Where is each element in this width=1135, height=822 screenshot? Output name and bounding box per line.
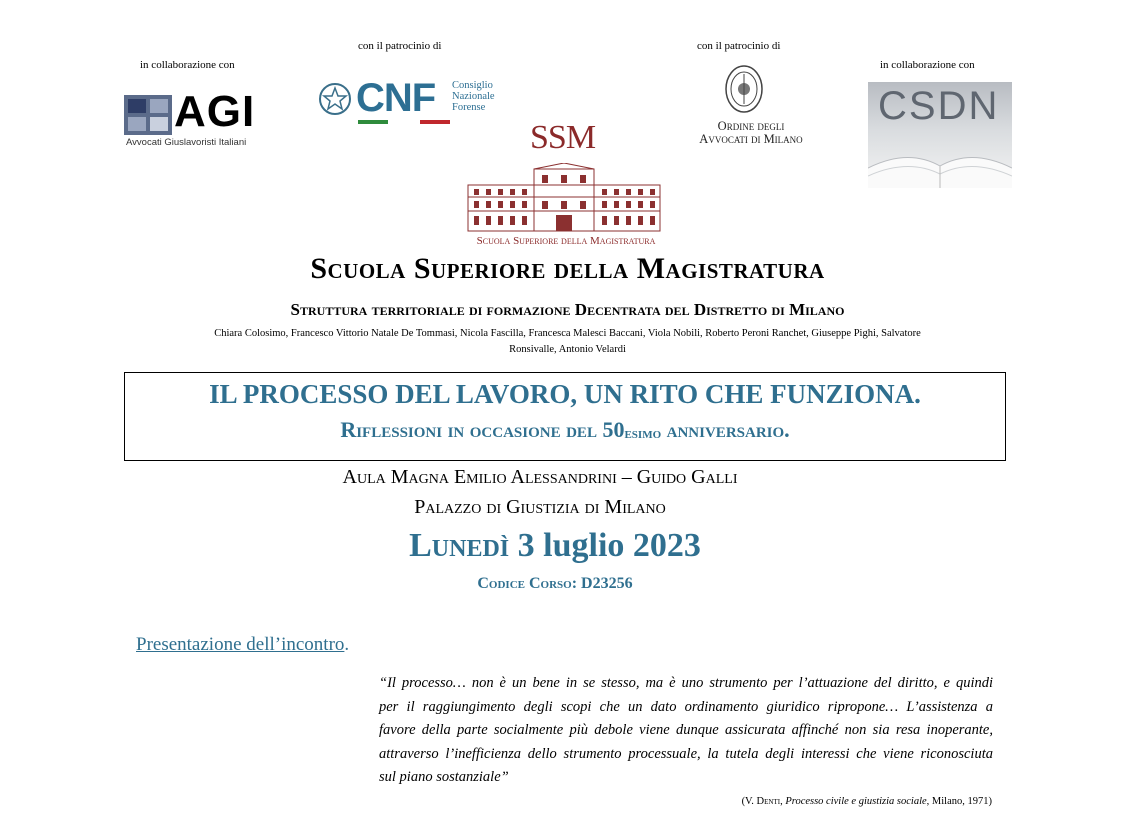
citation-title: Processo civile e giustizia sociale	[785, 796, 927, 807]
csdn-logo	[868, 82, 1012, 188]
committee-names	[100, 326, 1035, 358]
cnf-line2: Nazionale	[452, 91, 495, 102]
quote-citation: (V. Denti, Processo civile e giustizia sociale, Milano, 1971)	[741, 796, 992, 807]
ssm-tagline: Scuola Superiore della Magistratura	[476, 235, 656, 247]
venue-line1: Aula Magna Emilio Alessandrini – Guido Galli	[342, 466, 738, 488]
open-book-icon	[868, 138, 1012, 188]
citation-post: , Milano, 1971)	[926, 796, 992, 807]
agi-wordmark: AGI	[174, 87, 256, 136]
committee-names-line2: Ronsivalle, Antonio Velardi	[509, 344, 626, 355]
agi-tagline: Avvocati Giuslavoristi Italiani	[126, 137, 247, 148]
venue-line2: Palazzo di Giustizia di Milano	[414, 496, 666, 518]
agi-caption: in collaborazione con	[140, 59, 235, 71]
cnf-wordmark: CNF	[356, 76, 436, 120]
event-subtitle	[125, 417, 1005, 443]
citation-pre: (V.	[741, 796, 757, 807]
event-subtitle-pre: Riflessioni in occasione del 50	[340, 417, 625, 442]
csdn-caption: in collaborazione con	[880, 59, 975, 71]
cnf-line3: Forense	[452, 102, 486, 113]
event-date	[0, 527, 1110, 565]
quote-line-1: “Il processo… non è un bene in se stesso, ma è uno strumento per l’attuazione del diritto, e quindi	[379, 675, 993, 691]
citation-author: Denti	[756, 796, 781, 807]
course-code: Codice Corso: D23256	[477, 575, 633, 592]
ssm-wordmark: SSM	[530, 119, 596, 156]
section-heading-dot: .	[344, 634, 350, 655]
ordine-seal-icon	[724, 64, 764, 114]
agi-grid-icon	[124, 95, 172, 135]
cnf-flag-icon	[358, 120, 450, 124]
cnf-emblem-icon	[318, 82, 352, 116]
ssm-logo	[462, 117, 668, 251]
quote-block	[379, 672, 993, 790]
section-heading	[136, 634, 349, 656]
event-title: IL PROCESSO DEL LAVORO, UN RITO CHE FUNZIONA.	[209, 379, 921, 409]
section-heading-text: Presentazione dell’incontro	[136, 634, 345, 655]
event-title-box	[124, 372, 1006, 461]
quote-line-5: sul piano sostanziale”	[379, 769, 509, 786]
page-subtitle: Struttura territoriale di formazione Decentrata del Distretto di Milano	[290, 300, 845, 319]
quote-line-2: per il raggiungimento degli scopi che un dato ordinamento giuridico ripropone… L’assistenza a	[379, 698, 993, 715]
event-date-rest: 3 luglio 2023	[509, 527, 701, 564]
committee-names-line1: Chiara Colosimo, Francesco Vittorio Natale De Tommasi, Nicola Fascilla, Francesca Malesci Baccani, Viola Nobili, Roberto Peroni Ranchet, Giuseppe Pighi, Salvatore	[214, 328, 921, 339]
csdn-wordmark: CSDN	[878, 84, 1000, 128]
quote-line-3: favore della parte socialmente più debole viene dunque assicurata affinché non sia resa inoperante,	[379, 722, 993, 739]
page-title: Scuola Superiore della Magistratura	[310, 252, 825, 285]
ordine-line1: Ordine degli	[717, 119, 785, 133]
ordine-caption: con il patrocinio di	[697, 40, 781, 52]
event-date-weekday: Lunedì	[409, 527, 510, 564]
event-subtitle-post: anniversario.	[661, 417, 790, 442]
event-subtitle-sup: esimo	[624, 426, 662, 442]
ordine-line2: Avvocati di Milano	[699, 132, 803, 146]
quote-line-4: attraverso l’inefficienza dello strumento processuale, la tutela degli interessi che viene riconosciuta	[379, 745, 993, 762]
agi-logo	[124, 87, 274, 153]
ordine-logo	[686, 62, 816, 152]
cnf-line1: Consiglio	[452, 80, 493, 91]
palace-illustration-icon	[464, 163, 664, 235]
cnf-caption: con il patrocinio di	[358, 40, 442, 52]
